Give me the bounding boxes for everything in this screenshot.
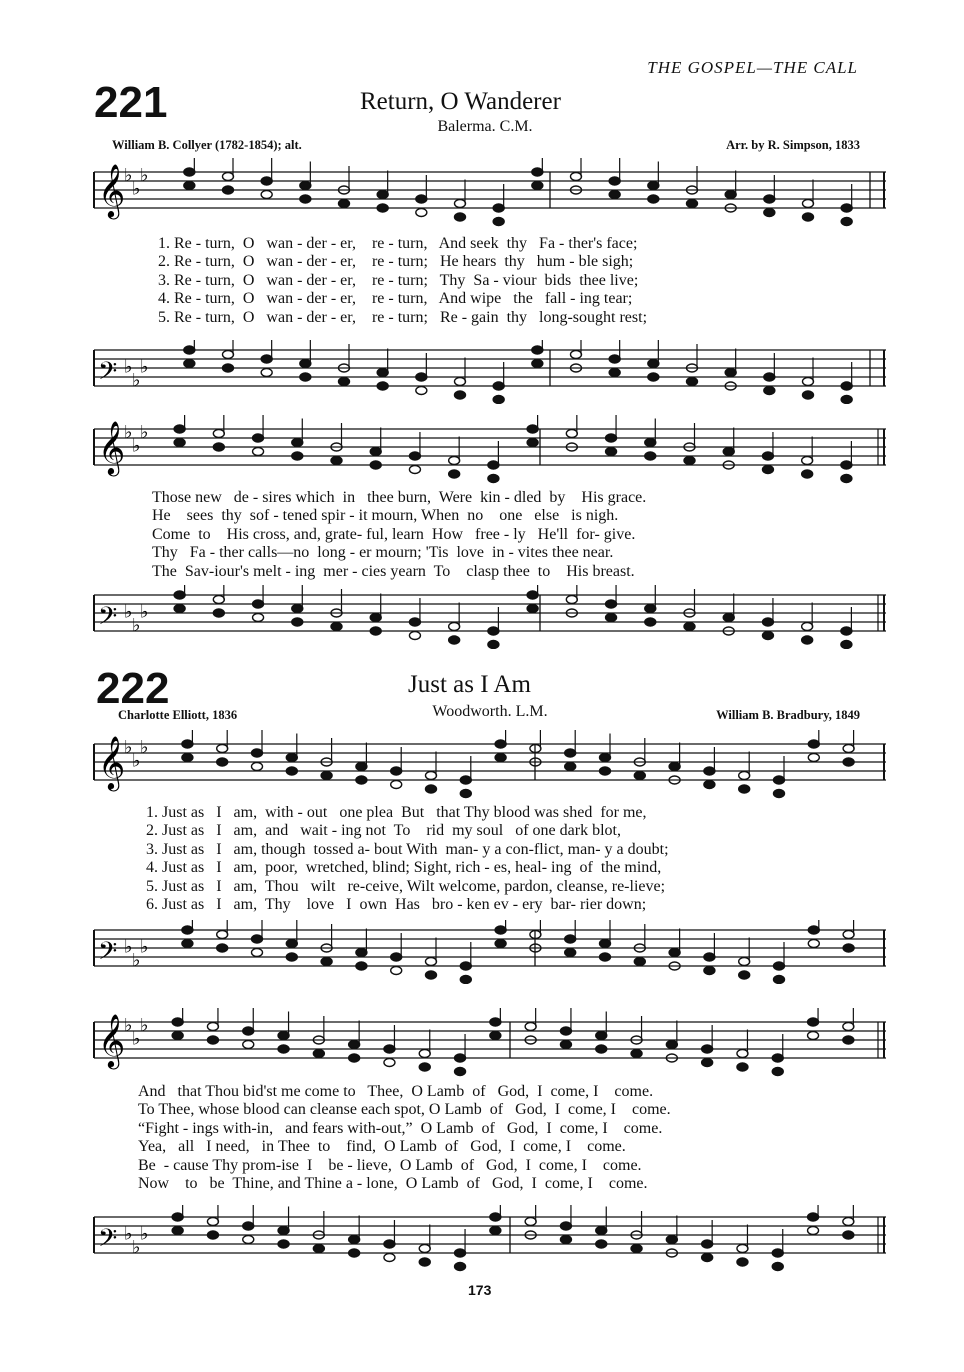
svg-text:♭: ♭	[124, 165, 133, 186]
treble-staff-221-system1	[90, 158, 890, 232]
verse-line: 2. Just as I am, and wait - ing not To rid my soul of one dark blot,	[146, 822, 621, 840]
hymn-title-221: Return, O Wanderer	[360, 88, 561, 115]
svg-text:♭: ♭	[132, 1028, 141, 1050]
verse-line: Those new de - sires which in thee burn, Were kin - dled by His grace.	[152, 489, 647, 506]
page-number: 173	[468, 1282, 492, 1298]
verse-line: 3. Just as I am, though tossed a- bout With man- y a con-flict, man- y a doubt;	[146, 840, 669, 858]
treble-clef-icon: 𝄞	[98, 163, 126, 217]
svg-text:♭: ♭	[140, 1223, 149, 1245]
svg-text:♭: ♭	[124, 1015, 133, 1036]
svg-text:♭: ♭	[124, 356, 133, 378]
verse-line: And that Thou bid'st me come to Thee, O Lamb of God, I come, I come.	[138, 1083, 654, 1100]
verse-line: 1. Just as I am, with - out one plea But that Thy blood was shed for me,	[146, 804, 647, 821]
svg-text:♭: ♭	[140, 165, 149, 186]
treble-staff-221-system2	[90, 415, 890, 489]
verse-line: 4. Re - turn, O wan - der - er, re - turn, And wipe the fall - ing tear;	[158, 290, 633, 308]
tune-name-221: Balerma. C.M.	[437, 118, 533, 135]
verse-line: “Fight - ings with-in, and fears with-out,” O Lamb of God, I come, I come.	[138, 1119, 663, 1137]
svg-text:♭: ♭	[132, 615, 141, 636]
svg-text:♭: ♭	[132, 370, 141, 391]
section-header: THE GOSPEL—THE CALL	[647, 58, 858, 77]
svg-text:♭: ♭	[124, 936, 133, 958]
svg-text:♭: ♭	[132, 178, 141, 200]
svg-text:♭: ♭	[124, 1223, 133, 1245]
svg-text:♭: ♭	[140, 1015, 149, 1036]
author-credit-221: William B. Collyer (1782-1854); alt.	[112, 138, 302, 152]
author-credit-222: Charlotte Elliott, 1836	[118, 708, 238, 722]
treble-clef-icon: 𝄞	[98, 420, 126, 474]
verses-221-line1	[158, 235, 647, 327]
verse-line: 3. Re - turn, O wan - der - er, re - turn; Thy Sa - viour bids thee live;	[158, 271, 639, 289]
composer-credit-222: William B. Bradbury, 1849	[716, 708, 860, 722]
verse-line: 6. Just as I am, Thy love I own Has bro - ken ev - ery bar- rier down;	[146, 896, 647, 914]
verse-line: Be - cause Thy prom-ise I be - lieve, O Lamb of God, I come, I come.	[138, 1156, 642, 1174]
verse-line: He sees thy sof - tened spir - it mourn, When no one else is nigh.	[152, 507, 619, 525]
bass-staff-221-system2	[90, 585, 890, 649]
svg-text:♭: ♭	[140, 422, 149, 443]
svg-text:♭: ♭	[140, 737, 149, 758]
treble-staff-222-system1	[90, 730, 890, 804]
verse-line: Yea, all I need, in Thee to find, O Lamb of God, I come, I come.	[138, 1138, 626, 1156]
bass-clef-icon: 𝄢	[98, 602, 118, 637]
svg-text:♭: ♭	[132, 750, 141, 772]
svg-text:♭: ♭	[124, 737, 133, 758]
verse-line: 2. Re - turn, O wan - der - er, re - turn; He hears thy hum - ble sigh;	[158, 253, 634, 271]
treble-clef-icon: 𝄞	[98, 1013, 126, 1067]
verses-221-line2	[152, 489, 646, 581]
svg-text:♭: ♭	[124, 601, 133, 623]
verse-line: 5. Just as I am, Thou wilt re-ceive, Wilt welcome, pardon, cleanse, re-lieve;	[146, 877, 666, 895]
treble-staff-222-system2	[90, 1008, 890, 1082]
svg-text:♭: ♭	[140, 356, 149, 378]
bass-staff-221-system1	[90, 340, 890, 404]
bass-staff-222-system1	[90, 920, 890, 984]
hymn-title-222: Just as I Am	[408, 671, 531, 698]
verse-line: The Sav-iour's melt - ing mer - cies yearn To clasp thee to His breast.	[152, 562, 635, 580]
bass-clef-icon: 𝄢	[98, 1224, 118, 1259]
bass-staff-222-system2	[90, 1205, 890, 1273]
treble-clef-icon: 𝄞	[98, 735, 126, 789]
bass-clef-icon: 𝄢	[98, 357, 118, 392]
hymn-number-221: 221	[94, 78, 168, 127]
svg-text:♭: ♭	[124, 422, 133, 443]
hymn-number-222: 222	[96, 664, 170, 713]
verse-line: 4. Just as I am, poor, wretched, blind; Sight, rich - es, heal- ing of the mind,	[146, 859, 662, 877]
svg-text:♭: ♭	[140, 936, 149, 958]
arranger-credit-221: Arr. by R. Simpson, 1833	[726, 138, 860, 152]
verse-line: To Thee, whose blood can cleanse each spot, O Lamb of God, I come, I come.	[138, 1101, 671, 1119]
verse-line: Come to His cross, and, grate- ful, learn How free - ly He'll for- give.	[152, 525, 636, 543]
bass-clef-icon: 𝄢	[98, 937, 118, 972]
verse-line: Now to be Thine, and Thine a - lone, O Lamb of God, I come, I come.	[138, 1175, 648, 1193]
svg-text:♭: ♭	[132, 1237, 141, 1258]
verse-line: Thy Fa - ther calls—no long - er mourn; 'Tis love in - vites thee near.	[152, 544, 614, 562]
tune-name-222: Woodworth. L.M.	[432, 703, 548, 720]
svg-text:♭: ♭	[140, 601, 149, 623]
verse-line: 5. Re - turn, O wan - der - er, re - turn; Re - gain thy long-sought rest;	[158, 308, 648, 326]
verses-222-line2	[138, 1083, 671, 1193]
svg-text:♭: ♭	[132, 950, 141, 971]
verse-line: 1. Re - turn, O wan - der - er, re - turn, And seek thy Fa - ther's face;	[158, 235, 638, 252]
verses-222-line1	[146, 804, 669, 914]
svg-text:♭: ♭	[132, 435, 141, 457]
